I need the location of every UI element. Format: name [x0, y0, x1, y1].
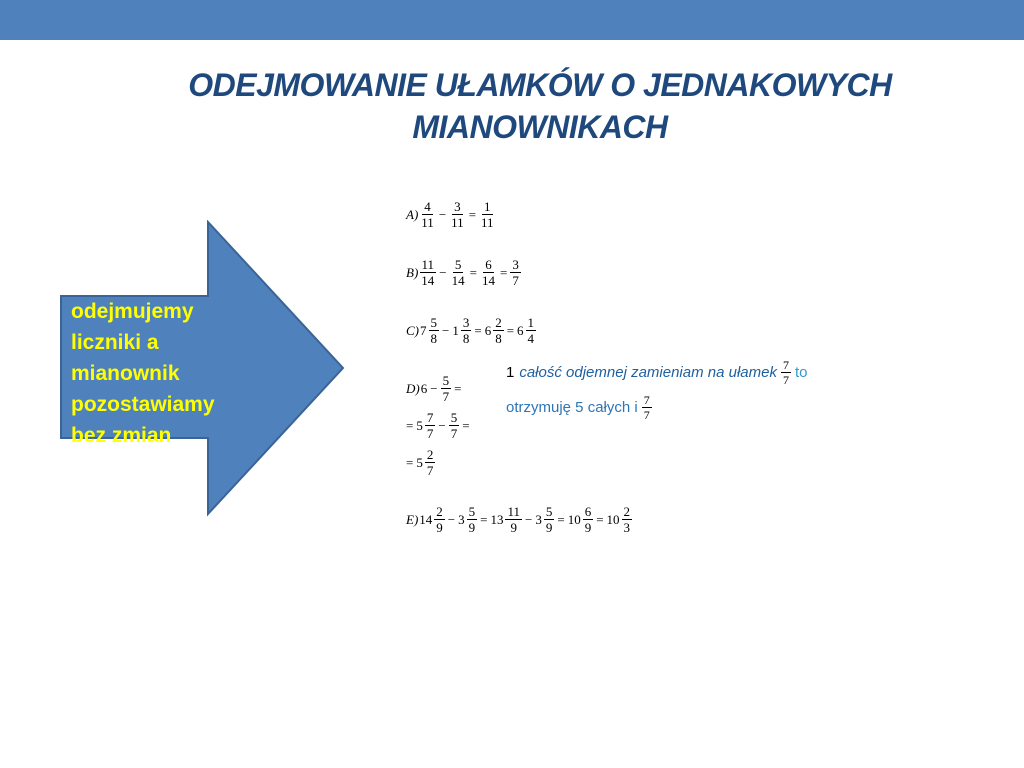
denominator: 11 [451, 215, 464, 230]
whole-number: 10 [567, 511, 581, 527]
slide-title-line1: ODEJMOWANIE UŁAMKÓW O JEDNAKOWYCH [188, 67, 892, 103]
whole-number: 6 [484, 322, 492, 338]
fraction [434, 505, 445, 534]
operator: − [525, 511, 533, 527]
note-italic-text: całość odjemnej zamieniam na ułamek [519, 364, 777, 381]
numerator: 5 [442, 373, 450, 388]
arrow-text-line: pozostawiamy [71, 393, 215, 416]
equation-label: E) [406, 511, 419, 527]
arrow-text-line: bez zmian [71, 424, 172, 447]
arrow-text-line: mianownik [71, 362, 180, 385]
operator: = [406, 417, 414, 433]
fraction [479, 200, 496, 229]
denominator: 7 [450, 426, 458, 441]
whole-number: 6 [420, 380, 428, 396]
note-line2 [506, 394, 656, 421]
numerator: 2 [426, 447, 434, 462]
arrow-text-line: odejmujemy [71, 300, 194, 323]
operator: = [406, 454, 414, 470]
denominator: 14 [421, 273, 435, 288]
denominator: 8 [462, 331, 470, 346]
fraction [425, 448, 436, 477]
denominator: 7 [782, 373, 789, 387]
whole-number: 14 [419, 511, 433, 527]
note-line1 [506, 359, 807, 386]
fraction [450, 258, 467, 287]
numerator: 5 [468, 504, 476, 519]
numerator: 5 [430, 315, 437, 330]
fraction [419, 200, 436, 229]
numerator: 2 [623, 504, 631, 519]
numerator: 2 [495, 315, 502, 330]
fraction [493, 316, 504, 345]
denominator: 7 [442, 389, 450, 404]
equation-label: C) [406, 322, 419, 338]
equation-e [406, 505, 633, 534]
numerator: 11 [507, 504, 520, 519]
operator: − [438, 417, 446, 433]
numerator: 5 [454, 257, 462, 272]
note-to-text: to [794, 364, 808, 381]
numerator: 5 [545, 504, 553, 519]
denominator: 8 [495, 331, 502, 346]
fraction [461, 316, 472, 345]
denominator: 9 [510, 520, 517, 535]
top-bar [0, 0, 1024, 40]
denominator: 7 [512, 273, 519, 288]
denominator: 9 [545, 520, 553, 535]
operator: = [557, 511, 565, 527]
whole-number: 10 [606, 511, 620, 527]
fraction [467, 505, 478, 534]
fraction [781, 359, 791, 386]
numerator: 3 [462, 315, 470, 330]
denominator: 9 [436, 520, 443, 535]
operator: − [439, 264, 447, 280]
equation-c [406, 316, 537, 345]
operator: = [596, 511, 604, 527]
whole-number: 5 [416, 417, 423, 433]
whole-number: 3 [458, 511, 465, 527]
denominator: 9 [584, 520, 592, 535]
note-number: 1 [506, 364, 515, 381]
operator: = [506, 322, 515, 338]
whole-number: 6 [517, 322, 524, 338]
denominator: 14 [451, 273, 465, 288]
fraction [425, 411, 436, 440]
denominator: 4 [527, 331, 535, 346]
denominator: 7 [426, 463, 434, 478]
equation-d-line1 [406, 374, 463, 403]
fraction [480, 258, 497, 287]
operator: = [469, 264, 477, 280]
fraction [449, 200, 466, 229]
denominator: 11 [481, 215, 494, 230]
numerator: 1 [527, 315, 535, 330]
operator: − [438, 206, 447, 222]
fraction [429, 316, 440, 345]
operator: = [480, 511, 488, 527]
fraction [441, 374, 452, 403]
numerator: 2 [436, 504, 443, 519]
whole-number: 13 [490, 511, 504, 527]
fraction [505, 505, 522, 534]
equation-d-line3 [404, 448, 436, 477]
arrow-text-line: liczniki a [71, 331, 159, 354]
equation-label: D) [406, 380, 420, 396]
numerator: 3 [454, 199, 461, 214]
numerator: 7 [426, 410, 434, 425]
numerator: 7 [643, 393, 650, 407]
equation-label: B) [406, 264, 419, 280]
operator: − [430, 380, 438, 396]
whole-number: 1 [452, 322, 459, 338]
denominator: 7 [643, 408, 650, 422]
denominator: 9 [468, 520, 476, 535]
fraction [526, 316, 537, 345]
slide-title [60, 64, 1020, 148]
operator: − [447, 511, 456, 527]
equation-d-line2 [404, 411, 472, 440]
numerator: 11 [421, 257, 435, 272]
operator: = [499, 264, 508, 280]
fraction [583, 505, 594, 534]
fraction [642, 394, 652, 421]
numerator: 6 [485, 257, 492, 272]
numerator: 1 [484, 199, 491, 214]
operator: − [442, 322, 450, 338]
equation-a [406, 200, 497, 229]
denominator: 14 [481, 273, 495, 288]
equation-label: A) [406, 206, 419, 222]
denominator: 8 [430, 331, 437, 346]
note-text: otrzymuję 5 całych i [506, 399, 638, 416]
numerator: 7 [782, 358, 789, 372]
operator: = [468, 206, 477, 222]
fraction [622, 505, 633, 534]
arrow-text [71, 296, 261, 451]
whole-number: 3 [535, 511, 542, 527]
whole-number: 7 [420, 322, 427, 338]
whole-number: 5 [416, 454, 423, 470]
denominator: 11 [421, 215, 434, 230]
denominator: 3 [623, 520, 631, 535]
numerator: 3 [512, 257, 519, 272]
numerator: 6 [584, 504, 592, 519]
operator: = [474, 322, 482, 338]
denominator: 7 [426, 426, 434, 441]
slide-title-line2: MIANOWNIKACH [412, 109, 668, 145]
equation-b [406, 258, 522, 287]
fraction [419, 258, 436, 287]
numerator: 4 [424, 199, 431, 214]
operator: = [462, 417, 470, 433]
fraction [510, 258, 521, 287]
operator: = [454, 380, 462, 396]
fraction [544, 505, 555, 534]
fraction [449, 411, 460, 440]
numerator: 5 [450, 410, 458, 425]
